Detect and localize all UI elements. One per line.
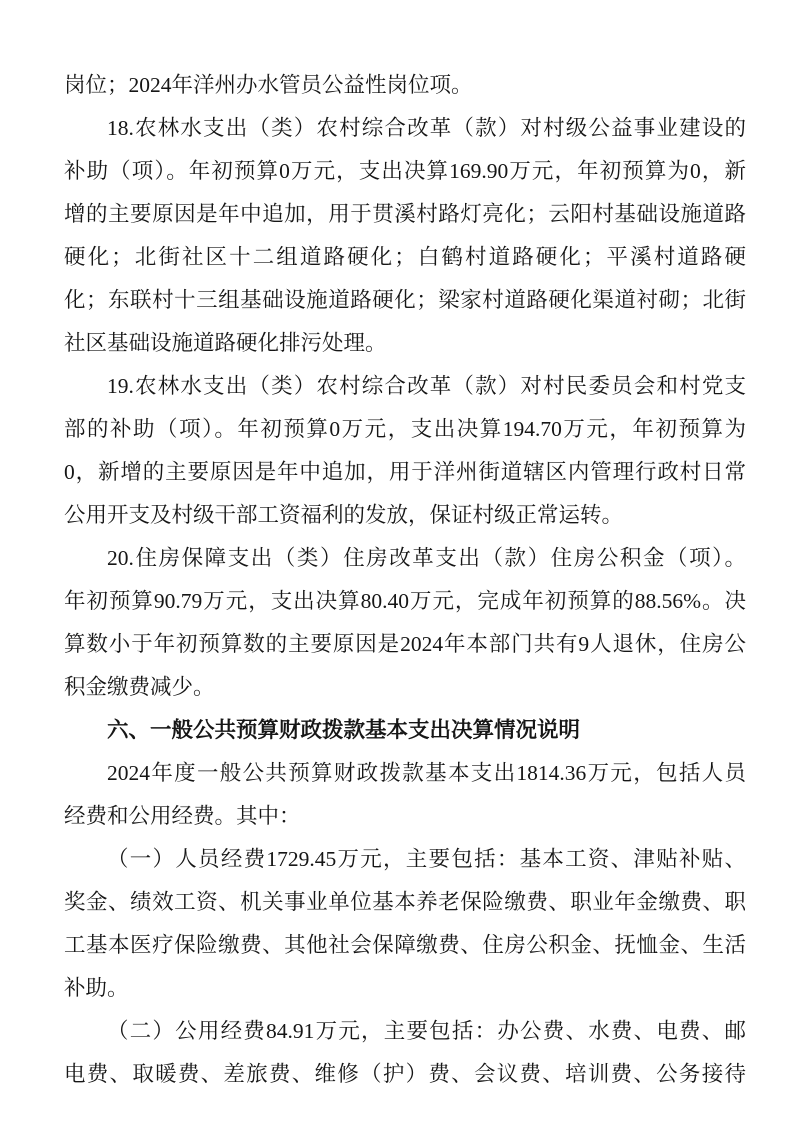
paragraph-personnel-expenses-line-2: 奖金、绩效工资、机关事业单位基本养老保险缴费、职业年金缴费、职 <box>64 890 746 914</box>
paragraph-item-18-line-3: 增的主要原因是年中追加，用于贯溪村路灯亮化；云阳村基础设施道路 <box>64 202 746 226</box>
paragraph-item-19-line-4: 公用开支及村级干部工资福利的发放，保证村级正常运转。 <box>64 503 624 527</box>
paragraph-item-19-line-1: 19.农林水支出（类）农村综合改革（款）对村民委员会和村党支 <box>107 374 746 398</box>
section-6-heading-line-1: 六、一般公共预算财政拨款基本支出决算情况说明 <box>107 718 581 742</box>
paragraph-item-18 <box>64 107 746 365</box>
document-content <box>64 64 746 1096</box>
paragraph-basic-expenditure-summary-line-2: 经费和公用经费。其中： <box>64 804 301 828</box>
section-6-heading <box>64 709 746 752</box>
paragraph-item-18-line-1: 18.农林水支出（类）农村综合改革（款）对村级公益事业建设的 <box>107 116 746 140</box>
paragraph-item-18-line-2: 补助（项）。年初预算0万元，支出决算169.90万元，年初预算为0，新 <box>64 159 746 183</box>
paragraph-personnel-expenses-line-4: 补助。 <box>64 976 129 1000</box>
paragraph-continuation-item-17-line-1: 岗位；2024年洋州办水管员公益性岗位项。 <box>64 73 473 97</box>
paragraph-personnel-expenses-line-1: （一）人员经费1729.45万元，主要包括：基本工资、津贴补贴、 <box>107 847 746 871</box>
paragraph-personnel-expenses-line-3: 工基本医疗保险缴费、其他社会保障缴费、住房公积金、抚恤金、生活 <box>64 933 746 957</box>
paragraph-item-18-line-5: 化；东联村十三组基础设施道路硬化；梁家村道路硬化渠道衬砌；北街 <box>64 288 746 312</box>
paragraph-item-20-line-1: 20.住房保障支出（类）住房改革支出（款）住房公积金（项）。 <box>107 546 746 570</box>
paragraph-item-20-line-3: 算数小于年初预算数的主要原因是2024年本部门共有9人退休，住房公 <box>64 632 746 656</box>
paragraph-basic-expenditure-summary <box>64 752 746 838</box>
paragraph-public-expenses-line-1: （二）公用经费84.91万元，主要包括：办公费、水费、电费、邮 <box>107 1019 746 1043</box>
paragraph-item-20 <box>64 537 746 709</box>
paragraph-item-18-line-4: 硬化；北街社区十二组道路硬化；白鹤村道路硬化；平溪村道路硬 <box>64 245 746 269</box>
paragraph-item-18-line-6: 社区基础设施道路硬化排污处理。 <box>64 331 387 355</box>
paragraph-basic-expenditure-summary-line-1: 2024年度一般公共预算财政拨款基本支出1814.36万元，包括人员 <box>107 761 746 785</box>
paragraph-public-expenses <box>64 1010 746 1096</box>
paragraph-item-20-line-4: 积金缴费减少。 <box>64 675 215 699</box>
paragraph-item-19-line-3: 0，新增的主要原因是年中追加，用于洋州街道辖区内管理行政村日常 <box>64 460 746 484</box>
paragraph-item-20-line-2: 年初预算90.79万元，支出决算80.40万元，完成年初预算的88.56%。决 <box>64 589 746 613</box>
paragraph-item-19-line-2: 部的补助（项）。年初预算0万元，支出决算194.70万元，年初预算为 <box>64 417 746 441</box>
paragraph-continuation-item-17 <box>64 64 746 107</box>
paragraph-personnel-expenses <box>64 838 746 1010</box>
paragraph-public-expenses-line-2: 电费、取暖费、差旅费、维修（护）费、会议费、培训费、公务接待 <box>64 1062 746 1086</box>
paragraph-item-19 <box>64 365 746 537</box>
